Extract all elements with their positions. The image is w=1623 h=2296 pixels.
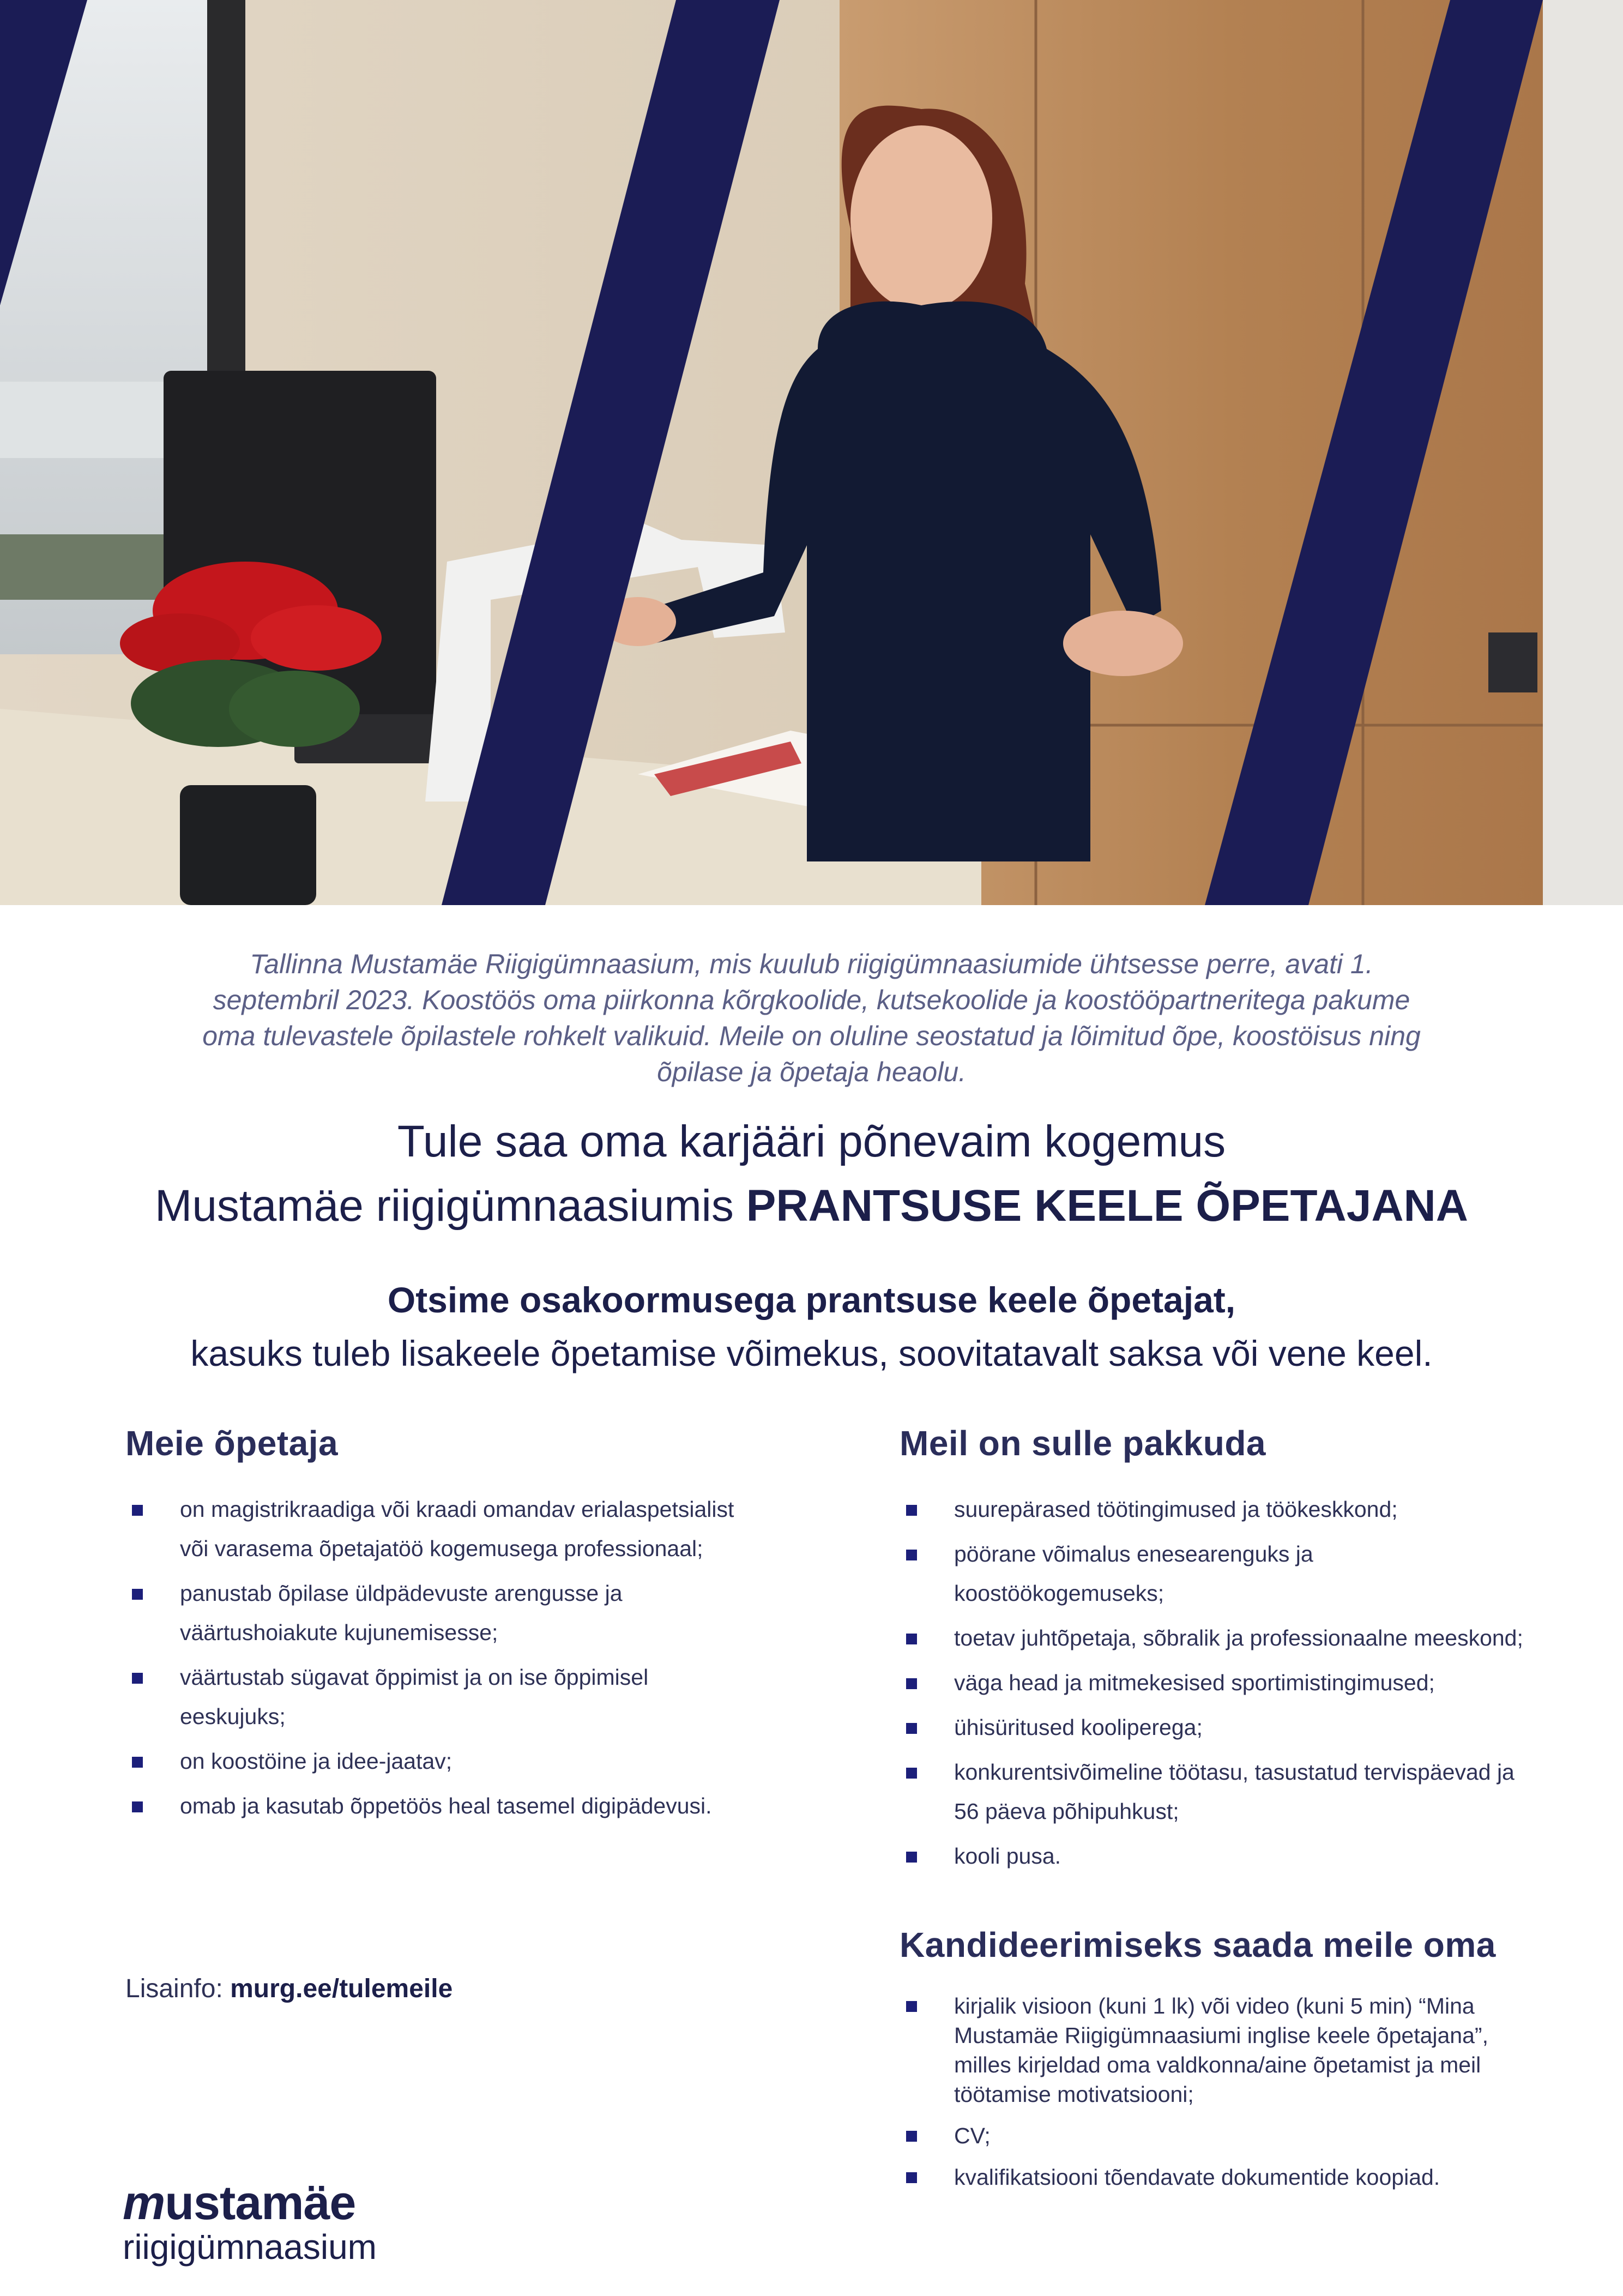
more-info-label: Lisainfo: xyxy=(125,1974,231,2003)
list-item: kooli pusa. xyxy=(900,1836,1527,1876)
bullet-square-icon xyxy=(132,1589,143,1600)
bullet-square-icon xyxy=(906,1768,917,1779)
bullet-square-icon xyxy=(132,1505,143,1516)
logo-wordmark xyxy=(123,2178,377,2227)
school-logo xyxy=(123,2178,377,2267)
list-item: kirjalik visioon (kuni 1 lk) või video (kuni 5 min) “Mina Mustamäe Riigigümnaasiumi inglise keele õpetajana”, milles kirjeldad oma valdkonna/aine õpetamist ja meil töötamise motivatsiooni; xyxy=(900,1991,1527,2109)
list-item: panustab õpilase üldpädevuste arengusse ja väärtushoiakute kujunemisesse; xyxy=(125,1574,741,1652)
logo-subtitle: riigigümnaasium xyxy=(123,2227,377,2267)
headline-line-2 xyxy=(55,1174,1568,1238)
intro-line: septembril 2023. Koostöös oma piirkonna kõrgkoolide, kutsekoolide ja koostööpartneritega pakume xyxy=(213,985,1410,1015)
bullet-square-icon xyxy=(906,2172,917,2183)
bullet-square-icon xyxy=(906,1550,917,1560)
logo-mark: m xyxy=(123,2176,165,2229)
list-item: on koostöine ja idee-jaatav; xyxy=(125,1741,741,1781)
bullet-square-icon xyxy=(132,1757,143,1768)
list-item: ühisüritused kooliperega; xyxy=(900,1708,1527,1747)
apply-list xyxy=(900,1991,1527,2192)
headline-line-1: Tule saa oma karjääri põnevaim kogemus xyxy=(397,1117,1226,1166)
list-item: suurepärased töötingimused ja töökeskkond; xyxy=(900,1490,1527,1529)
bullet-square-icon xyxy=(906,2131,917,2142)
intro-line: Tallinna Mustamäe Riigigümnaasium, mis kuulub riigigümnaasiumide ühtsesse perre, avati 1. xyxy=(250,949,1373,979)
offer-list xyxy=(900,1490,1527,1876)
position-summary-bold: Otsime osakoormusega prantsuse keele õpetajat, xyxy=(387,1280,1236,1320)
wall-switch xyxy=(1488,632,1537,692)
teacher-section xyxy=(125,1423,741,1831)
bullet-square-icon xyxy=(906,1723,917,1734)
intro-line: õpilase ja õpetaja heaolu. xyxy=(656,1057,967,1087)
list-item: pöörane võimalus enesearenguks ja koostöökogemuseks; xyxy=(900,1534,1527,1613)
more-info xyxy=(125,1974,452,2004)
offer-section xyxy=(900,1423,1527,1881)
hero-photo xyxy=(0,0,1623,905)
bullet-square-icon xyxy=(906,1634,917,1644)
position-summary-text: kasuks tuleb lisakeele õpetamise võimekus, soovitatavalt saksa või vene keel. xyxy=(190,1333,1433,1373)
logo-name: ustamäe xyxy=(165,2176,356,2229)
list-item: CV; xyxy=(900,2121,1527,2150)
list-item: väärtustab sügavat õppimist ja on ise õppimisel eeskujuks; xyxy=(125,1658,741,1736)
headline-prefix: Mustamäe riigigümnaasiumis xyxy=(155,1181,746,1231)
bullet-square-icon xyxy=(906,1678,917,1689)
bullet-square-icon xyxy=(906,1852,917,1863)
list-item: on magistrikraadiga või kraadi omandav erialaspetsialist või varasema õpetajatöö kogemusega professionaal; xyxy=(125,1490,741,1568)
position-summary xyxy=(55,1273,1568,1380)
more-info-link[interactable]: murg.ee/tulemeile xyxy=(230,1974,453,2003)
headline xyxy=(55,1110,1568,1238)
list-item: omab ja kasutab õppetöös heal tasemel digipädevusi. xyxy=(125,1786,741,1825)
apply-section-title: Kandideerimiseks saada meile oma xyxy=(900,1925,1496,1964)
list-item: konkurentsivõimeline töötasu, tasustatud tervispäevad ja 56 päeva põhipuhkust; xyxy=(900,1752,1527,1831)
bullet-square-icon xyxy=(132,1673,143,1684)
bullet-square-icon xyxy=(906,1505,917,1516)
apply-section xyxy=(900,1925,1527,2204)
list-item: toetav juhtõpetaja, sõbralik ja professionaalne meeskond; xyxy=(900,1618,1527,1658)
list-item: väga head ja mitmekesised sportimistingimused; xyxy=(900,1663,1527,1702)
teacher-section-title: Meie õpetaja xyxy=(125,1424,339,1463)
headline-position: PRANTSUSE KEELE ÕPETAJANA xyxy=(746,1181,1468,1231)
teacher-list xyxy=(125,1490,741,1825)
bullet-square-icon xyxy=(906,2001,917,2012)
bullet-square-icon xyxy=(132,1801,143,1812)
offer-section-title: Meil on sulle pakkuda xyxy=(900,1424,1266,1463)
plant-pot xyxy=(180,785,316,905)
intro-text xyxy=(87,946,1536,1090)
classroom-photo-illustration xyxy=(0,0,1623,905)
list-item: kvalifikatsiooni tõendavate dokumentide koopiad. xyxy=(900,2162,1527,2192)
intro-line: oma tulevastele õpilastele rohkelt valikuid. Meile on oluline seostatud ja lõimitud õpe, koostöisus ning xyxy=(202,1021,1421,1051)
